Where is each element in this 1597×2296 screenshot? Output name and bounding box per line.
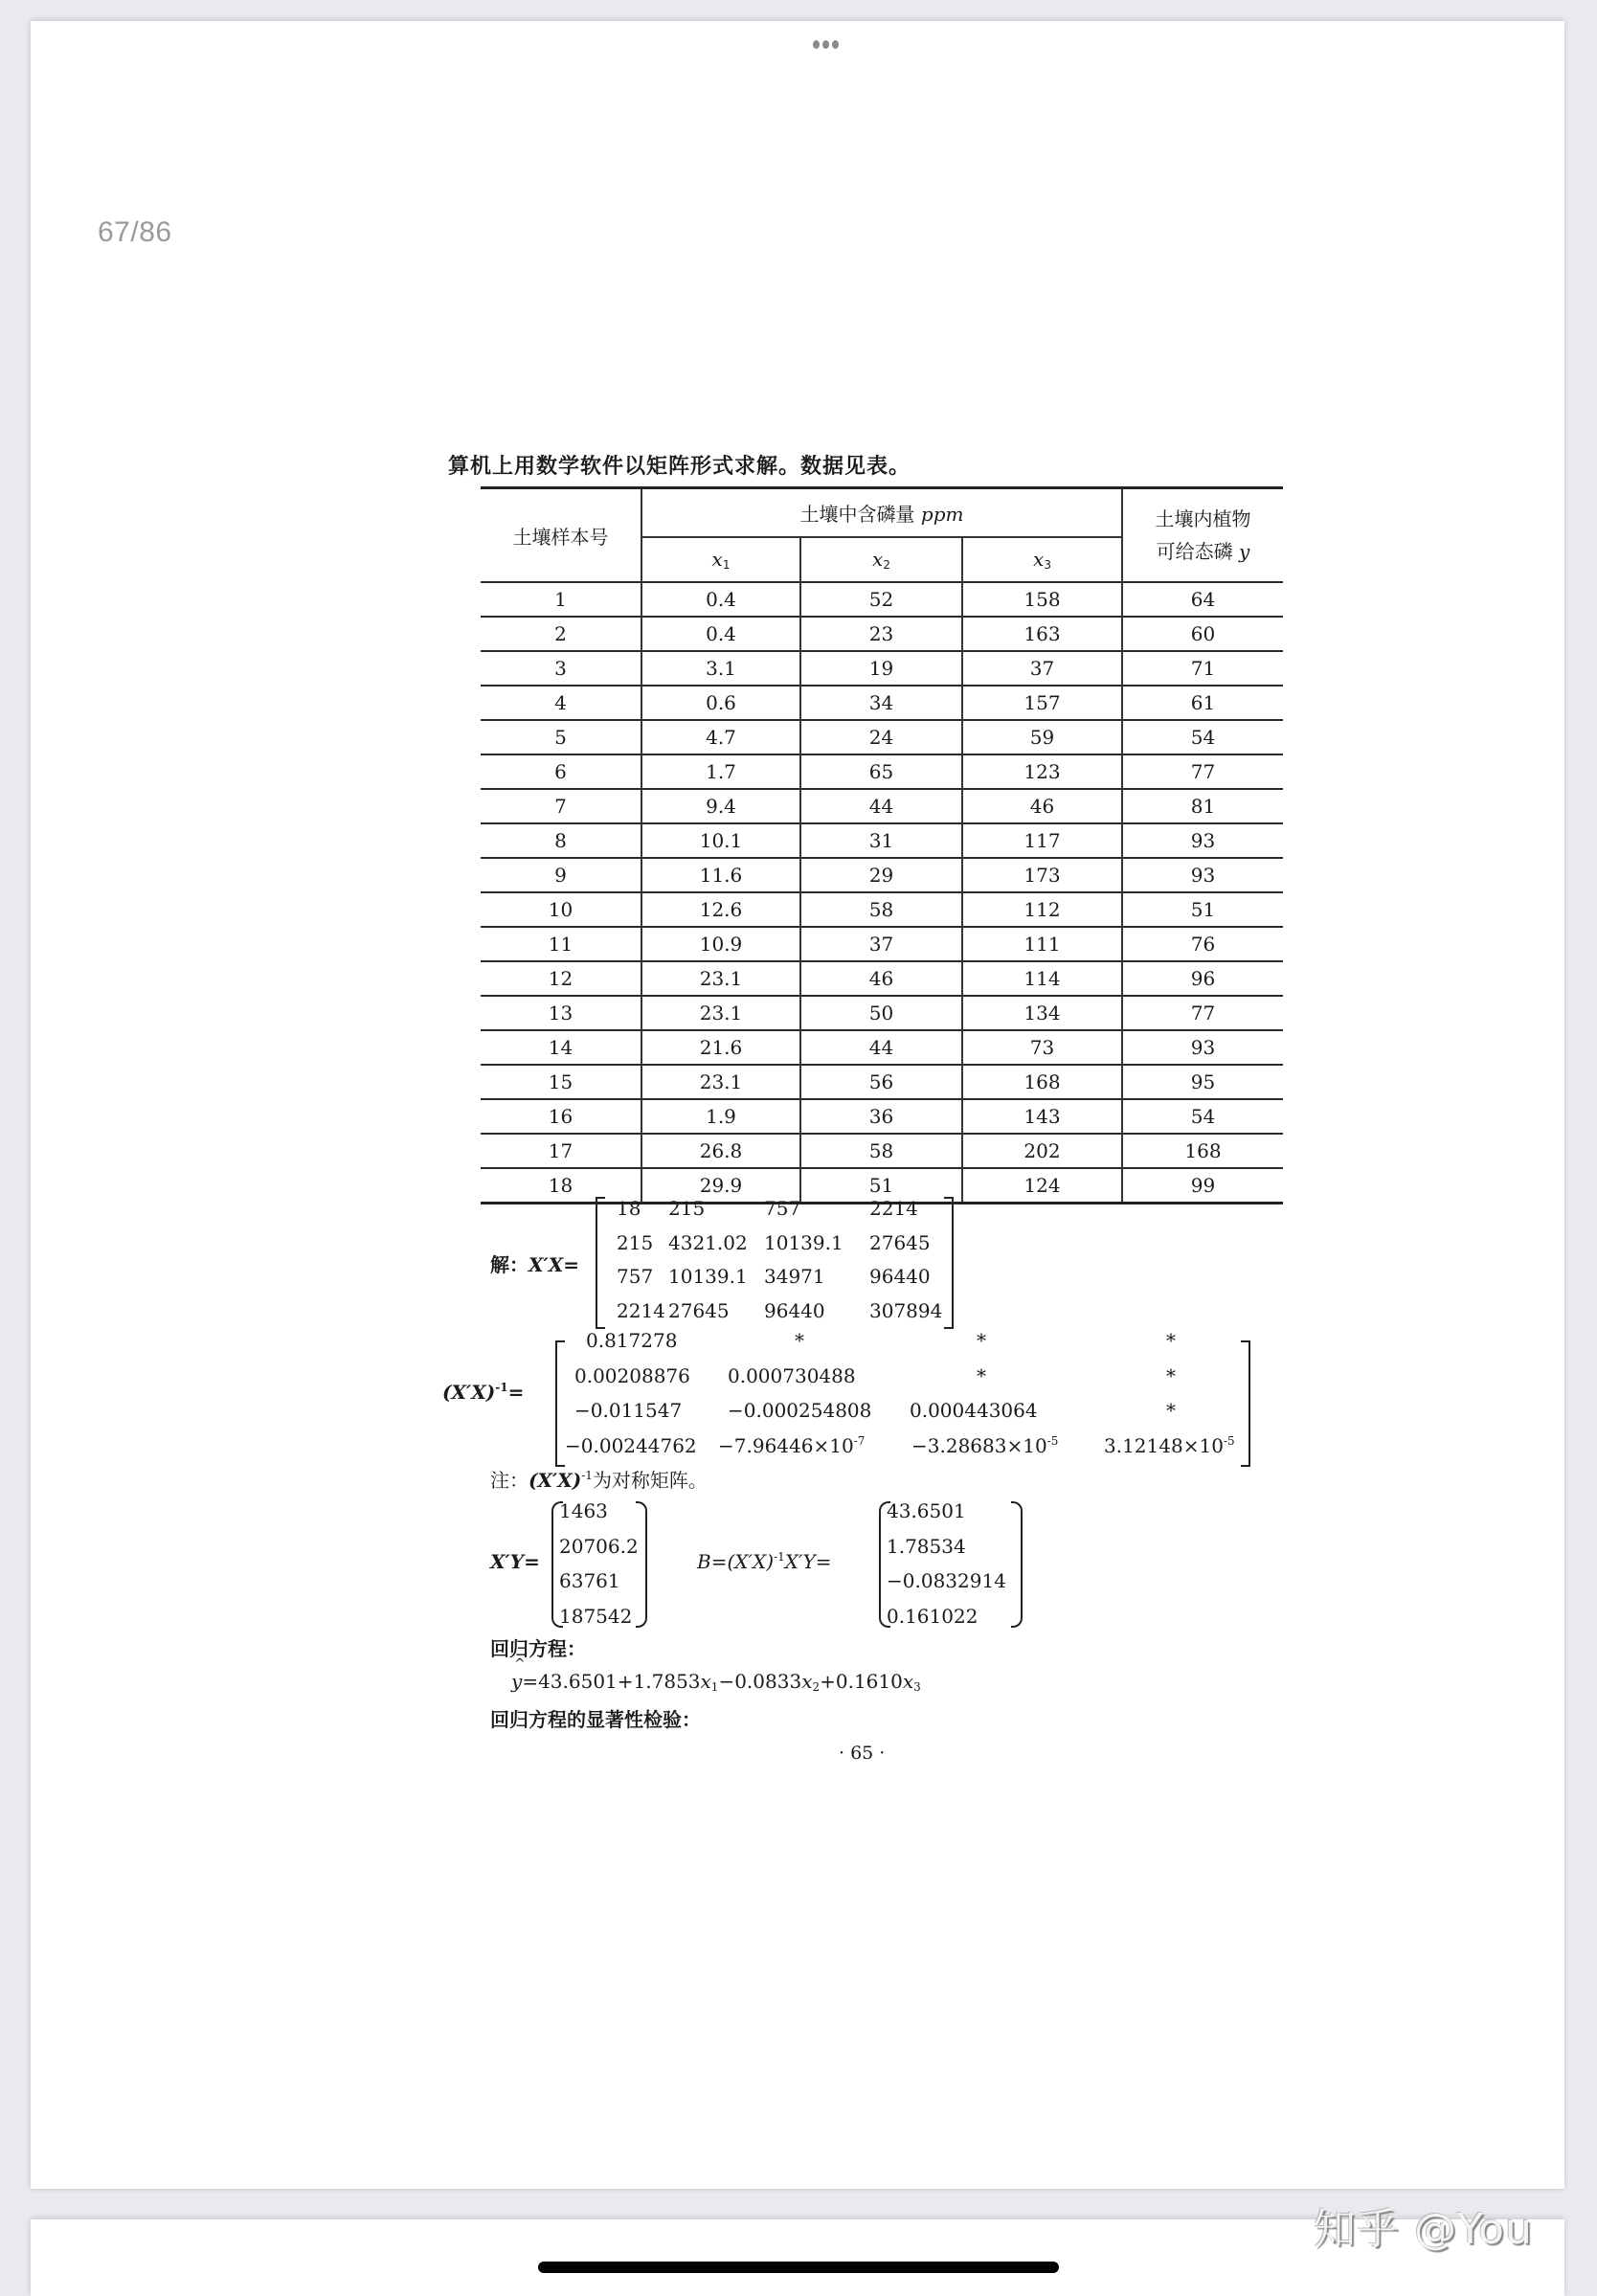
cell-x1: 21.6 xyxy=(641,1030,800,1065)
matrix-cell: 2214 xyxy=(869,1197,918,1220)
bracket-left xyxy=(596,1197,605,1329)
matrix-cell: 4321.02 xyxy=(668,1230,748,1254)
matrix-cell: 0.000443064 xyxy=(910,1399,1038,1422)
cell-x2: 36 xyxy=(800,1099,962,1134)
table-row xyxy=(481,754,1283,789)
paren-right xyxy=(1011,1501,1023,1628)
matrix-cell: $-7.96446\times 10^{-7}$ xyxy=(718,1433,866,1457)
matrix-cell: * xyxy=(795,1329,804,1352)
cell-x2: 50 xyxy=(800,996,962,1030)
regression-equation: ^ $y=43.6501+1.7853x_1-0.0833x_2+0.1610x_3$ xyxy=(511,1656,921,1694)
cell-x1: 10.1 xyxy=(641,823,800,858)
cell-y: 81 xyxy=(1122,789,1283,823)
matrix-cell: 27645 xyxy=(869,1230,931,1254)
table-row xyxy=(481,789,1283,823)
cell-x2: 29 xyxy=(800,858,962,892)
matrix-cell: 10139.1 xyxy=(764,1230,843,1254)
page-counter: 67/86 xyxy=(98,216,172,248)
home-indicator[interactable] xyxy=(538,2262,1059,2273)
cell-x1: 26.8 xyxy=(641,1134,800,1168)
cell-x1: 0.4 xyxy=(641,617,800,651)
table-row xyxy=(481,823,1283,858)
cell-x2: 23 xyxy=(800,617,962,651)
bracket-left xyxy=(555,1340,565,1467)
vector-cell: 187542 xyxy=(559,1604,633,1628)
matrix-cell: 27645 xyxy=(668,1298,730,1322)
vector-cell: 43.6501 xyxy=(887,1499,966,1522)
cell-sample: 15 xyxy=(481,1065,641,1099)
cell-y: 99 xyxy=(1122,1168,1283,1204)
cell-x3: 158 xyxy=(962,582,1122,617)
vector-cell: 0.161022 xyxy=(887,1604,978,1628)
matrix-cell: 307894 xyxy=(869,1298,943,1322)
table-row xyxy=(481,996,1283,1030)
cell-x2: 56 xyxy=(800,1065,962,1099)
exponent: -7 xyxy=(853,1433,866,1448)
header-x3: $x_3$ xyxy=(962,537,1122,582)
more-options-icon[interactable] xyxy=(813,40,839,49)
matrix-cell: 10139.1 xyxy=(668,1265,748,1288)
matrix-cell: * xyxy=(1166,1363,1176,1387)
table-row xyxy=(481,651,1283,686)
table-row xyxy=(481,927,1283,961)
cell-x2: 34 xyxy=(800,686,962,720)
vector-cell: 20706.2 xyxy=(559,1534,639,1558)
cell-sample: 18 xyxy=(481,1168,641,1204)
paren-right xyxy=(636,1501,647,1628)
cell-x1: 23.1 xyxy=(641,996,800,1030)
matrix-cell: 757 xyxy=(764,1197,801,1220)
table-row xyxy=(481,858,1283,892)
header-x2: $x_2$ xyxy=(800,537,962,582)
cell-x3: 73 xyxy=(962,1030,1122,1065)
solution-label: 解：X′X= xyxy=(490,1253,580,1276)
cell-x1: 0.4 xyxy=(641,582,800,617)
cell-y: 96 xyxy=(1122,961,1283,996)
cell-x1: 1.7 xyxy=(641,754,800,789)
cell-y: 61 xyxy=(1122,686,1283,720)
cell-sample: 11 xyxy=(481,927,641,961)
cell-sample: 2 xyxy=(481,617,641,651)
cell-x2: 37 xyxy=(800,927,962,961)
vector-cell: −0.0832914 xyxy=(887,1569,1006,1592)
cell-y: 93 xyxy=(1122,1030,1283,1065)
matrix-cell: 18 xyxy=(617,1197,641,1220)
significance-heading: 回归方程的显著性检验： xyxy=(490,1708,701,1731)
cell-x1: 3.1 xyxy=(641,651,800,686)
cell-x3: 173 xyxy=(962,858,1122,892)
cell-sample: 6 xyxy=(481,754,641,789)
cell-x3: 202 xyxy=(962,1134,1122,1168)
cell-sample: 1 xyxy=(481,582,641,617)
matrix-cell: 0.000730488 xyxy=(728,1363,856,1387)
cell-sample: 5 xyxy=(481,720,641,754)
cell-x3: 163 xyxy=(962,617,1122,651)
cell-sample: 8 xyxy=(481,823,641,858)
matrix-cell: 2214 xyxy=(617,1298,665,1322)
bracket-right xyxy=(1241,1340,1250,1467)
vector-cell: 1.78534 xyxy=(887,1534,966,1558)
matrix-cell: $3.12148\times 10^{-5}$ xyxy=(1104,1433,1235,1457)
cell-x3: 123 xyxy=(962,754,1122,789)
cell-y: 64 xyxy=(1122,582,1283,617)
cell-x3: 117 xyxy=(962,823,1122,858)
cell-sample: 9 xyxy=(481,858,641,892)
cell-x2: 51 xyxy=(800,1168,962,1204)
cell-x3: 124 xyxy=(962,1168,1122,1204)
watermark: 知乎 @You xyxy=(1314,2205,1533,2254)
cell-x3: 134 xyxy=(962,996,1122,1030)
cell-sample: 13 xyxy=(481,996,641,1030)
b-label: $B=(X'X)^{-1}X'Y=$ xyxy=(697,1550,832,1573)
cell-x3: 111 xyxy=(962,927,1122,961)
cell-x3: 168 xyxy=(962,1065,1122,1099)
cell-sample: 17 xyxy=(481,1134,641,1168)
matrix-cell: * xyxy=(977,1363,986,1387)
cell-sample: 7 xyxy=(481,789,641,823)
cell-x1: 4.7 xyxy=(641,720,800,754)
cell-x2: 65 xyxy=(800,754,962,789)
matrix-cell: 0.817278 xyxy=(586,1329,678,1352)
matrix-cell: 215 xyxy=(617,1230,654,1254)
cell-x1: 23.1 xyxy=(641,1065,800,1099)
matrix-cell: * xyxy=(1166,1329,1176,1352)
table-row xyxy=(481,1030,1283,1065)
matrix-cell: 215 xyxy=(668,1197,706,1220)
exponent: -5 xyxy=(1223,1433,1235,1448)
matrix-cell: 0.00208876 xyxy=(574,1363,690,1387)
table-row xyxy=(481,686,1283,720)
table-row xyxy=(481,617,1283,651)
cell-x2: 58 xyxy=(800,1134,962,1168)
cell-y: 60 xyxy=(1122,617,1283,651)
table-row xyxy=(481,1099,1283,1134)
cell-x1: 9.4 xyxy=(641,789,800,823)
matrix-cell: −0.000254808 xyxy=(728,1399,872,1422)
cell-x2: 46 xyxy=(800,961,962,996)
inverse-label: $(X'X)^{-1}=$ xyxy=(442,1381,525,1404)
cell-y: 95 xyxy=(1122,1065,1283,1099)
regression-heading: 回归方程： xyxy=(490,1637,586,1660)
cell-y: 77 xyxy=(1122,996,1283,1030)
cell-x2: 52 xyxy=(800,582,962,617)
data-table xyxy=(481,486,1283,1204)
table-row xyxy=(481,582,1283,617)
cell-x2: 44 xyxy=(800,1030,962,1065)
cell-sample: 3 xyxy=(481,651,641,686)
cell-x3: 59 xyxy=(962,720,1122,754)
cell-x1: 12.6 xyxy=(641,892,800,927)
cell-y: 71 xyxy=(1122,651,1283,686)
cell-sample: 16 xyxy=(481,1099,641,1134)
cell-sample: 12 xyxy=(481,961,641,996)
cell-y: 77 xyxy=(1122,754,1283,789)
vector-cell: 1463 xyxy=(559,1499,608,1522)
vector-cell: 63761 xyxy=(559,1569,620,1592)
matrix-cell: −0.00244762 xyxy=(565,1433,697,1457)
note: 注：$(X'X)^{-1}$为对称矩阵。 xyxy=(490,1469,708,1492)
y-hat: ^ y xyxy=(511,1656,526,1693)
cell-y: 76 xyxy=(1122,927,1283,961)
matrix-cell: $-3.28683\times 10^{-5}$ xyxy=(911,1433,1059,1457)
bracket-right xyxy=(944,1197,954,1329)
header-sample: 土壤样本号 xyxy=(481,488,641,583)
cell-y: 168 xyxy=(1122,1134,1283,1168)
cell-x3: 114 xyxy=(962,961,1122,996)
cell-x3: 143 xyxy=(962,1099,1122,1134)
exponent: -5 xyxy=(1046,1433,1059,1448)
cell-y: 51 xyxy=(1122,892,1283,927)
header-available-phosphorus: 土壤内植物 可给态磷 y xyxy=(1122,488,1283,583)
cell-x2: 58 xyxy=(800,892,962,927)
cell-x3: 37 xyxy=(962,651,1122,686)
cell-x1: 1.9 xyxy=(641,1099,800,1134)
cell-x1: 11.6 xyxy=(641,858,800,892)
cell-x2: 44 xyxy=(800,789,962,823)
table-row xyxy=(481,961,1283,996)
matrix-cell: 34971 xyxy=(764,1265,825,1288)
matrix-cell: * xyxy=(977,1329,986,1352)
cell-x2: 31 xyxy=(800,823,962,858)
matrix-cell: 96440 xyxy=(869,1265,931,1288)
matrix-cell: * xyxy=(1166,1399,1176,1422)
intro-text: 算机上用数学软件以矩阵形式求解。数据见表。 xyxy=(448,455,911,479)
matrix-cell: −0.011547 xyxy=(574,1399,683,1422)
header-x1: $x_1$ xyxy=(641,537,800,582)
cell-x3: 46 xyxy=(962,789,1122,823)
cell-x1: 29.9 xyxy=(641,1168,800,1204)
matrix-cell: 757 xyxy=(617,1265,654,1288)
xty-label: X′Y= xyxy=(490,1550,540,1573)
cell-x2: 24 xyxy=(800,720,962,754)
cell-x1: 23.1 xyxy=(641,961,800,996)
cell-x1: 0.6 xyxy=(641,686,800,720)
table-row xyxy=(481,1134,1283,1168)
cell-x3: 112 xyxy=(962,892,1122,927)
cell-y: 93 xyxy=(1122,858,1283,892)
cell-sample: 14 xyxy=(481,1030,641,1065)
cell-x2: 19 xyxy=(800,651,962,686)
cell-sample: 10 xyxy=(481,892,641,927)
table-row xyxy=(481,892,1283,927)
cell-x1: 10.9 xyxy=(641,927,800,961)
cell-y: 93 xyxy=(1122,823,1283,858)
table-row xyxy=(481,720,1283,754)
cell-x3: 157 xyxy=(962,686,1122,720)
cell-sample: 4 xyxy=(481,686,641,720)
table-row xyxy=(481,1065,1283,1099)
header-phosphorus: 土壤中含磷量 ppm xyxy=(641,488,1122,538)
page-number: · 65 · xyxy=(839,1743,886,1764)
matrix-cell: 96440 xyxy=(764,1298,825,1322)
cell-y: 54 xyxy=(1122,720,1283,754)
cell-y: 54 xyxy=(1122,1099,1283,1134)
